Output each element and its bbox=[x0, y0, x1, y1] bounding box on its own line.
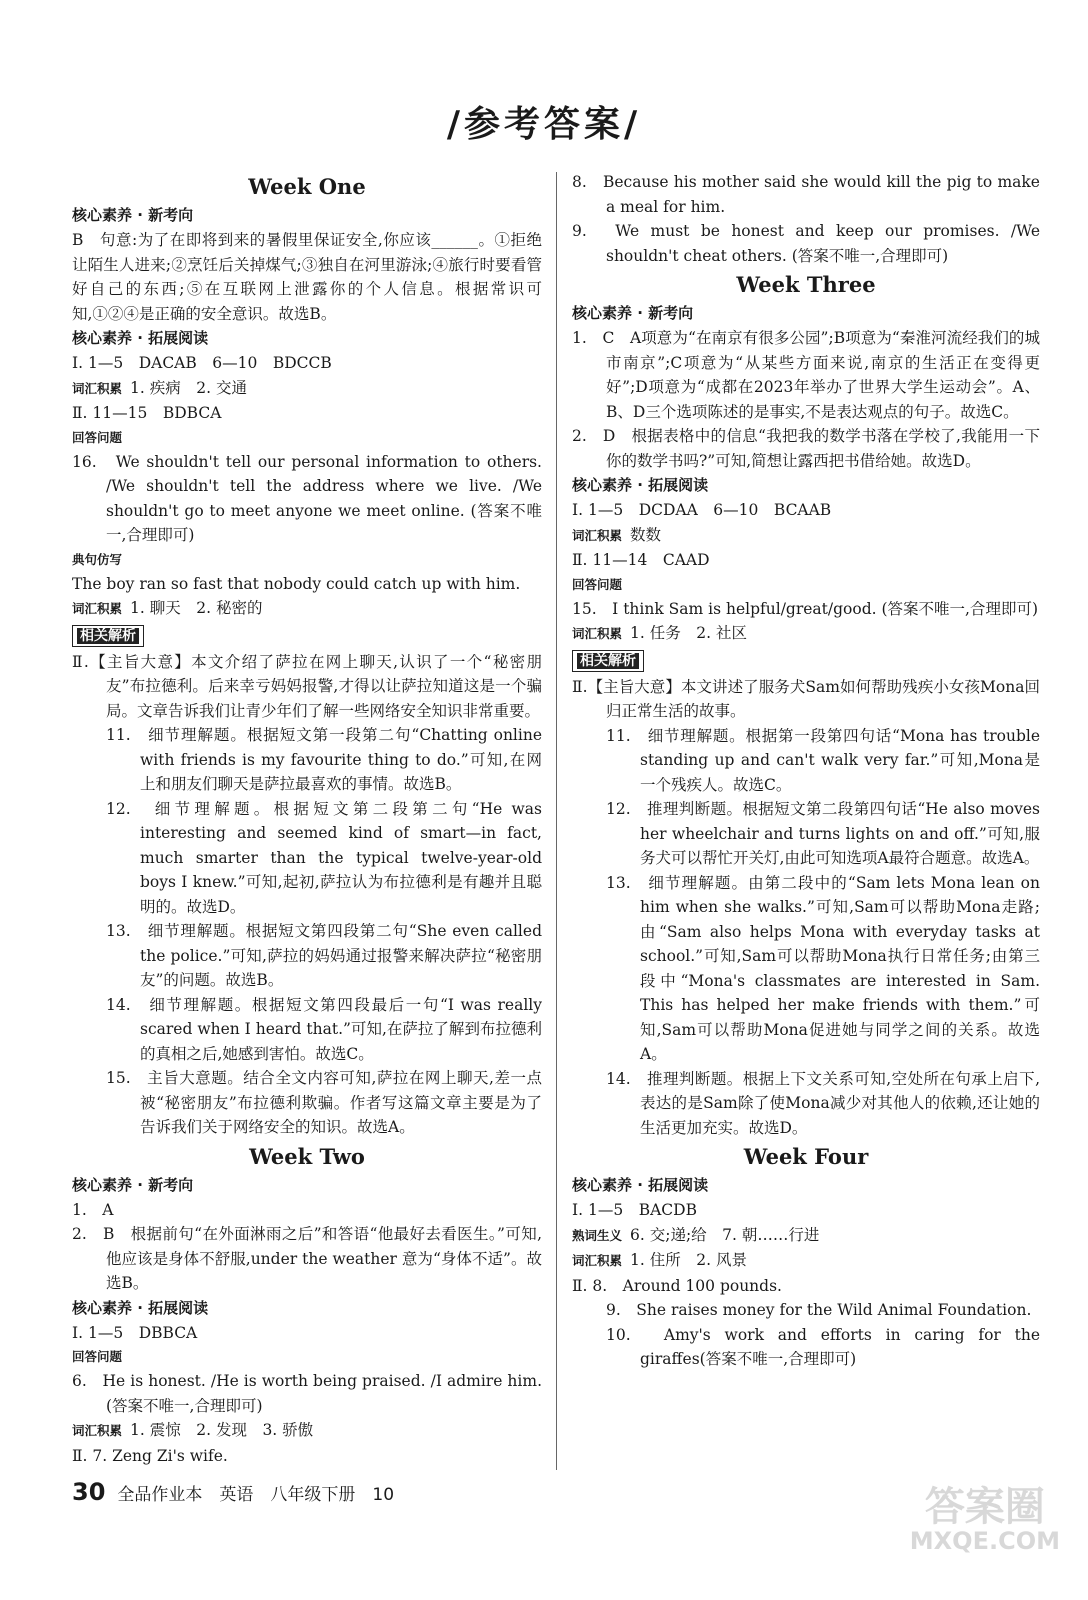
answer-text: 11. 细节理解题。根据短文第一段第二句“Chatting online with friends is my favourite thing to do.”可知,在网上和朋友们聊天是萨拉最喜欢的事情。故选B。 bbox=[106, 726, 542, 793]
subsection-label: 典句仿写 bbox=[72, 551, 123, 567]
answer-text: 15. 主旨大意题。结合全文内容可知,萨拉在网上聊天,差一点被“秘密朋友”布拉德利欺骗。作者写这篇文章主要是为了告诉我们关于网络安全的知识。故选A。 bbox=[106, 1069, 542, 1136]
vocab-text: 1. 疾病 2. 交通 bbox=[130, 378, 247, 397]
subsection-label: 回答问题 bbox=[72, 1349, 123, 1364]
vocab-line bbox=[572, 1248, 1040, 1274]
vocab-text: 1. 住所 2. 风景 bbox=[630, 1251, 747, 1269]
answer-text: 9. She raises money for the Wild Animal Foundation. bbox=[606, 1301, 1032, 1319]
book-info: 全品作业本 英语 八年级下册 10 bbox=[117, 1485, 395, 1505]
watermark-logo bbox=[910, 1486, 1060, 1554]
vocab-line bbox=[572, 1223, 1040, 1249]
answer-text: 13. 细节理解题。根据短文第四段第二句“She even called the police.”可知,萨拉的妈妈通过报警来解决萨拉“秘密朋友”的问题。故选B。 bbox=[106, 922, 542, 989]
answer-text: Ⅱ. 8. Around 100 pounds. bbox=[572, 1276, 782, 1295]
vocab-label: 词汇积累 bbox=[72, 601, 123, 616]
answer-text: 13. 细节理解题。由第二段中的“Sam lets Mona lean on him when she walks.”可知,Sam可以帮助Mona走路;由“Sam also helps Mona with everyday tasks at school.”可知,Sam可以帮助Mona执行日常任务;由第三段中“Mona's classmates are interested in Sam. This has helped her make friends with them.”可知,Sam可以帮助Mona促进她与同学之间的关系。故选A。 bbox=[606, 873, 1040, 1063]
section-heading: 核心素养 · 拓展阅读 bbox=[72, 1298, 209, 1317]
answer-text: Ⅰ. 1—5 DCDAA 6—10 BCAAB bbox=[572, 501, 832, 519]
answer-text: 9. We must be honest and keep our promises. /We shouldn't cheat others. (答案不唯一,合理即可) bbox=[572, 222, 1040, 265]
subsection-label: 回答问题 bbox=[72, 429, 123, 445]
analysis-label-text: 相关解析 bbox=[77, 628, 139, 644]
column-divider bbox=[556, 172, 557, 1470]
analysis-box bbox=[72, 622, 542, 650]
answer-text: 1. C A项意为“在南京有很多公园”;B项意为“秦淮河流经我们的城市南京”;C项意为“从某些方面来说,南京的生活正在变得更好”;D项意为“成都在2023年举办了世界大学生运动会”。A、B、D三个选项陈述的是事实,不是表达观点的句子。故选C。 bbox=[572, 329, 1040, 421]
vocab-label: 熟词生义 bbox=[572, 1227, 623, 1243]
analysis-label bbox=[572, 650, 644, 672]
answer-text: B 句意:为了在即将到来的暑假里保证安全,你应该______。①拒绝让陌生人进来;②烹饪后关掉煤气;③独自在河里游泳;④旅行时要看管好自己的东西;⑤在互联网上泄露你的个人信息。根据常识可知,①②④是正确的安全意识。故选B。 bbox=[72, 231, 542, 323]
section-heading: 核心素养 · 拓展阅读 bbox=[572, 476, 709, 494]
answer-text: 15. I think Sam is helpful/great/good. (答案不唯一,合理即可) bbox=[572, 599, 1039, 618]
answer-text: The boy ran so fast that nobody could catch up with him. bbox=[72, 574, 521, 593]
week-heading: Week Two bbox=[249, 1143, 365, 1169]
vocab-text: 1. 任务 2. 社区 bbox=[630, 624, 747, 642]
analysis-label bbox=[72, 625, 144, 647]
vocab-label: 词汇积累 bbox=[572, 626, 623, 641]
vocab-label: 词汇积累 bbox=[72, 1423, 123, 1438]
answer-text: 2. D 根据表格中的信息“我把我的数学书落在学校了,我能用一下你的数学书吗?”可知,简想让露西把书借给她。故选D。 bbox=[572, 427, 1040, 470]
answer-text: 1. A bbox=[72, 1200, 114, 1219]
vocab-text: 1. 聊天 2. 秘密的 bbox=[130, 599, 263, 617]
answer-text: 12. 推理判断题。根据短文第二段第四句话“He also moves her wheelchair and turns lights on and off.”可知,服务犬可以帮忙开关灯,由此可知选项A最符合题意。故选A。 bbox=[606, 800, 1040, 867]
vocab-text: 6. 交;递;给 7. 朝……行进 bbox=[630, 1225, 820, 1244]
answer-text: Ⅱ. 7. Zeng Zi's wife. bbox=[72, 1446, 228, 1465]
section-heading: 核心素养 · 新考向 bbox=[572, 304, 694, 322]
answer-text: Ⅱ. 11—15 BDBCA bbox=[72, 404, 222, 422]
answer-text: 11. 细节理解题。根据第一段第四句话“Mona has trouble standing up and can't walk very far.”可知,Mona是一个残疾人。故选C。 bbox=[606, 726, 1040, 794]
analysis-label-text: 相关解析 bbox=[577, 653, 639, 669]
analysis-box bbox=[572, 647, 1040, 675]
vocab-label: 词汇积累 bbox=[572, 1253, 623, 1268]
answer-text: 6. He is honest. /He is worth being praised. /I admire him. (答案不唯一,合理即可) bbox=[72, 1372, 542, 1415]
page-number: 30 bbox=[72, 1478, 106, 1506]
section-heading: 核心素养 · 新考向 bbox=[72, 1175, 194, 1194]
subsection-label: 回答问题 bbox=[572, 576, 623, 592]
week-heading: Week Four bbox=[743, 1144, 869, 1169]
watermark-url: MXQE.COM bbox=[909, 1527, 1060, 1555]
answer-text: 8. Because his mother said she would kill the pig to make a meal for him. bbox=[572, 173, 1040, 216]
answer-text: Ⅰ. 1—5 DACAB 6—10 BDCCB bbox=[72, 354, 332, 372]
answer-text: Ⅱ.【主旨大意】本文介绍了萨拉在网上聊天,认识了一个“秘密朋友”布拉德利。后来幸亏妈妈报警,才得以让萨拉知道这是一个骗局。文章告诉我们让青少年们了解一些网络安全知识非常重要。 bbox=[72, 652, 542, 720]
right-column bbox=[572, 170, 1040, 1372]
page-title: /参考答案/ bbox=[446, 104, 642, 145]
vocab-text: 数数 bbox=[630, 525, 662, 544]
answer-text: 14. 细节理解题。根据短文第四段最后一句“I was really scared when I heard that.”可知,在萨拉了解到布拉德利的真相之后,她感到害怕。故选C。 bbox=[106, 995, 542, 1063]
section-heading: 核心素养 · 拓展阅读 bbox=[572, 1176, 709, 1194]
page-footer bbox=[72, 1478, 394, 1506]
answer-text: 16. We shouldn't tell our personal information to others. /We shouldn't tell the address where we live. /We shouldn't go to meet anyone we meet online. (答案不唯一,合理即可) bbox=[72, 452, 542, 544]
answer-text: Ⅱ.【主旨大意】本文讲述了服务犬Sam如何帮助残疾小女孩Mona回归正常生活的故事。 bbox=[572, 677, 1040, 720]
answer-text: 12. 细节理解题。根据短文第二段第二句“He was interesting and seemed kind of smart—in fact, much smarter than the typical twelve-year-old boys I knew.”可知,起初,萨拉认为布拉德利是有趣并且聪明的。故选D。 bbox=[106, 799, 542, 916]
vocab-line bbox=[72, 596, 542, 622]
section-heading: 核心素养 · 拓展阅读 bbox=[72, 329, 209, 347]
left-column bbox=[72, 170, 542, 1468]
answer-text: 10. Amy's work and efforts in caring for the giraffes(答案不唯一,合理即可) bbox=[606, 1325, 1040, 1368]
vocab-line bbox=[572, 621, 1040, 647]
vocab-line bbox=[572, 523, 1040, 549]
vocab-text: 1. 震惊 2. 发现 3. 骄傲 bbox=[130, 1421, 314, 1439]
answer-text: 14. 推理判断题。根据上下文关系可知,空处所在句承上启下,表达的是Sam除了使Mona减少对其他人的依赖,还让她的生活更加充实。故选D。 bbox=[606, 1069, 1040, 1137]
vocab-label: 词汇积累 bbox=[572, 527, 623, 543]
vocab-label: 词汇积累 bbox=[72, 380, 123, 396]
section-heading: 核心素养 · 新考向 bbox=[72, 206, 194, 224]
watermark-text: 答案圈 bbox=[924, 1484, 1045, 1530]
week-heading: Week One bbox=[248, 174, 366, 199]
answer-text: Ⅱ. 11—14 CAAD bbox=[572, 551, 710, 569]
week-heading: Week Three bbox=[736, 272, 876, 297]
answer-text: 2. B 根据前句“在外面淋雨之后”和答语“他最好去看医生。”可知,他应该是身体不舒服,under the weather 意为“身体不适”。故选B。 bbox=[72, 1225, 542, 1292]
answer-text: Ⅰ. 1—5 DBBCA bbox=[72, 1323, 198, 1342]
vocab-line bbox=[72, 376, 542, 402]
vocab-line bbox=[72, 1418, 542, 1444]
answer-text: Ⅰ. 1—5 BACDB bbox=[572, 1201, 697, 1219]
